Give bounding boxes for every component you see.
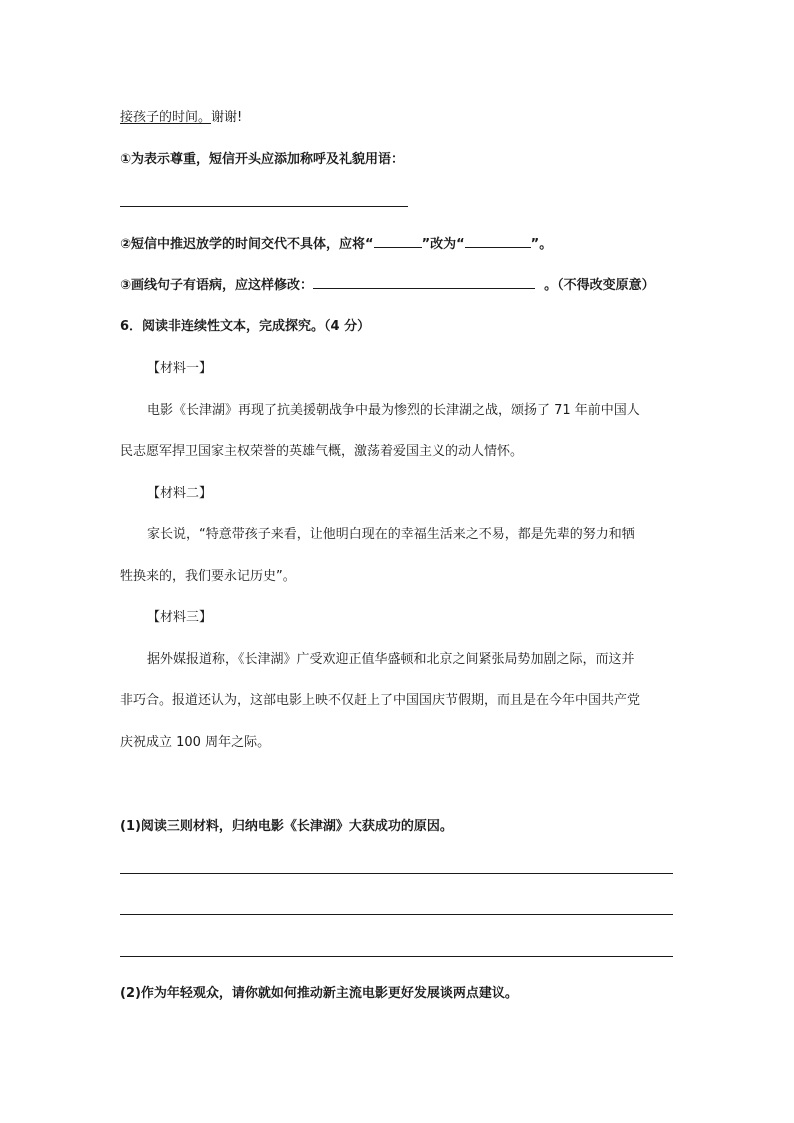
q5-sub3-blank[interactable] <box>313 276 535 289</box>
material2-line2: 牲换来的，我们要永记历史”。 <box>120 569 296 584</box>
q5-sub2-prompt <box>120 235 552 254</box>
q5-sub2-blank-1[interactable] <box>374 235 422 248</box>
q6-sub1-answer-line-1[interactable] <box>120 873 673 874</box>
material2-label: 【材料二】 <box>147 486 213 501</box>
material3-line2: 非巧合。报道还认为，这部电影上映不仅赶上了中国国庆节假期，而且是在今年中国共产党 <box>120 693 641 708</box>
q5-sub1-answer-line[interactable] <box>120 206 408 207</box>
q6-sub1-prompt: (1)阅读三则材料，归纳电影《长津湖》大获成功的原因。 <box>120 819 453 834</box>
q6-sub1-answer-line-3[interactable] <box>120 956 673 957</box>
q5-tail-thanks: 谢谢! <box>211 110 243 125</box>
material1-line2: 民志愿军捍卫国家主权荣誉的英雄气概，激荡着爱国主义的动人情怀。 <box>120 444 524 459</box>
material3-line1: 据外媒报道称，《长津湖》广受欢迎正值华盛顿和北京之间紧张局势加剧之际，而这并 <box>147 652 635 667</box>
material3-label: 【材料三】 <box>147 610 213 625</box>
q5-sms-tail <box>120 109 242 127</box>
q5-sub2-text-1: ②短信中推迟放学的时间交代不具体，应将“ <box>120 237 374 252</box>
material1-label: 【材料一】 <box>147 361 213 376</box>
q5-sub2-text-2: ”改为“ <box>421 237 465 252</box>
material3-line3: 庆祝成立 100 周年之际。 <box>120 735 271 750</box>
q5-sub1-prompt: ①为表示尊重，短信开头应添加称呼及礼貌用语： <box>120 152 405 167</box>
q5-sub3-prompt <box>120 276 655 295</box>
q5-sub3-text-2: 。（不得改变原意） <box>544 278 655 293</box>
q6-sub2-prompt: (2)作为年轻观众，请你就如何推动新主流电影更好发展谈两点建议。 <box>120 986 518 1001</box>
q6-sub1-answer-line-2[interactable] <box>120 914 673 915</box>
q5-sub2-blank-2[interactable] <box>465 235 531 248</box>
q6-title: 6．阅读非连续性文本，完成探究。（4 分） <box>120 319 371 334</box>
q5-sub3-text-1: ③画线句子有语病，应这样修改： <box>120 278 314 293</box>
q5-underlined-sentence: 接孩子的时间。 <box>120 110 212 125</box>
material1-line1: 电影《长津湖》再现了抗美援朝战争中最为惨烈的长津湖之战，颂扬了 71 年前中国人 <box>147 403 640 418</box>
material2-line1: 家长说，“特意带孩子来看，让他明白现在的幸福生活来之不易，都是先辈的努力和牺 <box>147 527 635 542</box>
q5-sub2-text-3: ”。 <box>530 237 553 252</box>
